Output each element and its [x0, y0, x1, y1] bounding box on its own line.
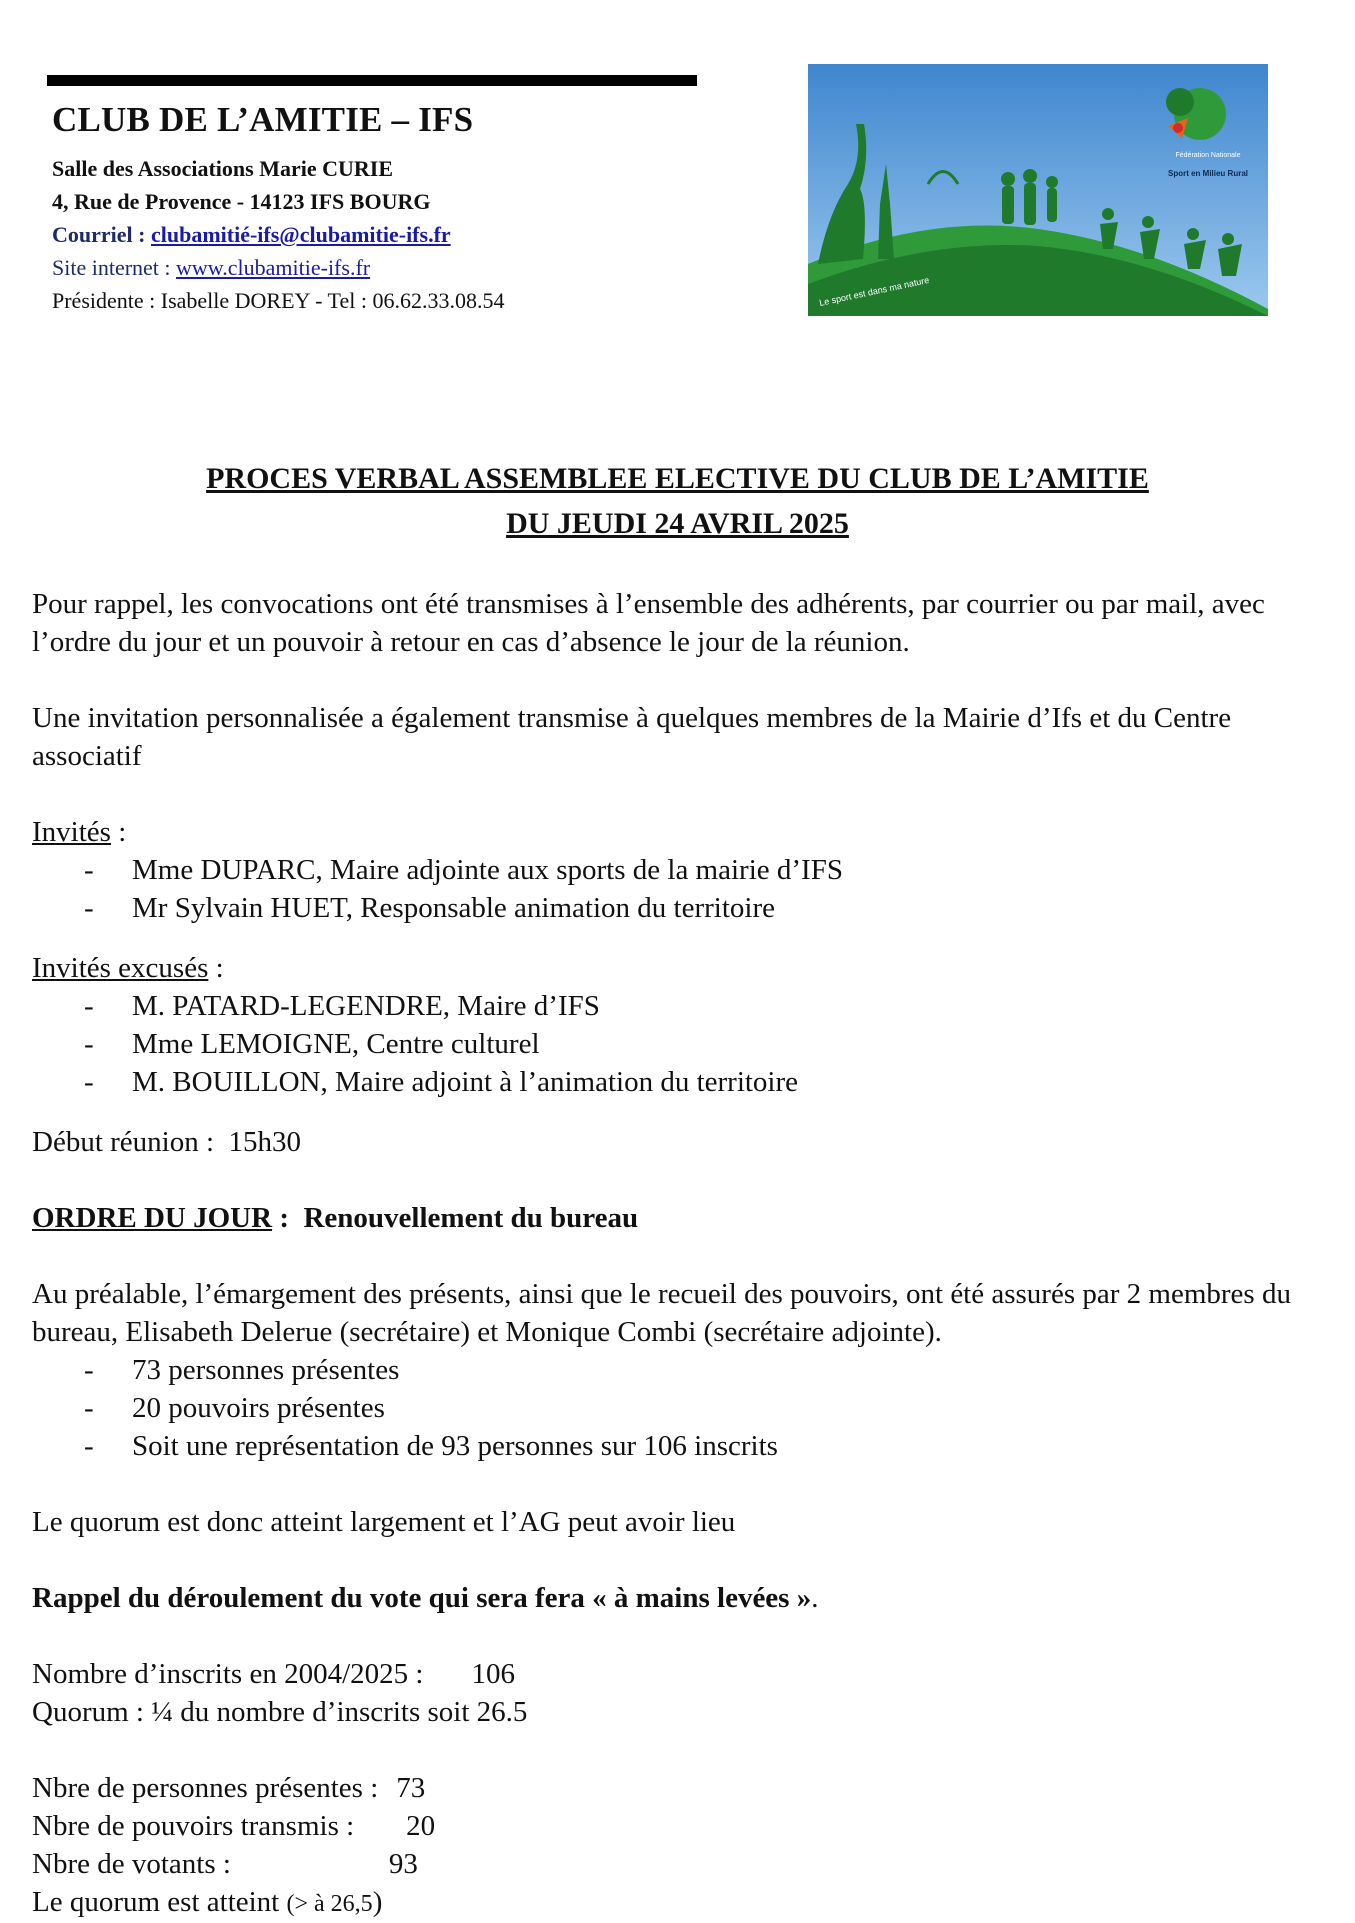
- count-text: Soit une représentation de 93 personnes sur 106 inscrits: [132, 1430, 778, 1462]
- presentes-label: Nbre de personnes présentes :: [32, 1772, 379, 1804]
- debut-reunion: Début réunion : 15h30: [32, 1126, 302, 1158]
- excuses-label: Invités excusés: [32, 952, 209, 984]
- excuse-item: - M. BOUILLON, Maire adjoint à l’animation du territoire: [84, 1066, 799, 1098]
- quorum-atteint-line: [32, 1883, 1332, 1923]
- excuses-heading: [32, 949, 1332, 987]
- presentes-line: [32, 1769, 1332, 1807]
- excuse-item: - Mme LEMOIGNE, Centre culturel: [84, 1028, 540, 1060]
- atteint-close: ): [372, 1886, 383, 1918]
- intro-paragraph-2: Une invitation personnalisée a également transmise à quelques membres de la Mairie d’Ifs et du Centre associatif: [32, 702, 1232, 772]
- odj-label: ORDRE DU JOUR: [32, 1202, 273, 1234]
- odj-separator: :: [272, 1202, 304, 1234]
- title-line-1: PROCES VERBAL ASSEMBLEE ELECTIVE DU CLUB DE L’AMITIE: [206, 462, 1149, 495]
- invite-text: Mme DUPARC, Maire adjointe aux sports de la mairie d’IFS: [132, 854, 843, 886]
- votants-line: [32, 1845, 1332, 1883]
- logo-slogan: Le sport est dans ma nature: [818, 274, 931, 308]
- pouvoirs-line: [32, 1807, 1332, 1845]
- invites-label: Invités: [32, 816, 111, 848]
- rappel-end: .: [811, 1582, 819, 1614]
- club-title: CLUB DE L’AMITIE – IFS: [52, 100, 474, 139]
- email-link[interactable]: clubamitié-ifs@clubamitie-ifs.fr: [150, 222, 451, 247]
- rappel-text: Rappel du déroulement du vote qui sera fera « à mains levées »: [32, 1582, 812, 1614]
- votants-value: 93: [388, 1848, 418, 1880]
- quorum-line: Quorum : ¼ du nombre d’inscrits soit 26.5: [32, 1696, 528, 1728]
- header-rule: [47, 75, 697, 86]
- odj-value: Renouvellement du bureau: [303, 1202, 639, 1234]
- presidente-line: Présidente : Isabelle DOREY - Tel : 06.62.33.08.54: [52, 288, 505, 313]
- excuse-text: M. BOUILLON, Maire adjoint à l’animation du territoire: [132, 1066, 799, 1098]
- email-label: Courriel :: [52, 222, 151, 247]
- website-line: [52, 251, 504, 284]
- excuses-colon: :: [208, 952, 224, 984]
- prealable-paragraph: Au préalable, l’émargement des présents, ainsi que le recueil des pouvoirs, ont été assurés par 2 membres du bureau, Elisabeth Delerue (secrétaire) et Monique Combi (secrétaire adjointe).: [32, 1278, 1291, 1348]
- invite-text: Mr Sylvain HUET, Responsable animation du territoire: [132, 892, 775, 924]
- website-label: Site internet :: [52, 255, 177, 280]
- excuse-text: Mme LEMOIGNE, Centre culturel: [132, 1028, 540, 1060]
- inscrits-line: [32, 1655, 1332, 1693]
- atteint-note: (> à 26,5: [286, 1891, 373, 1917]
- website-link[interactable]: www.clubamitie-ifs.fr: [176, 255, 371, 280]
- email-line: [52, 218, 504, 251]
- invite-item: - Mme DUPARC, Maire adjointe aux sports de la mairie d’IFS: [84, 854, 843, 886]
- fnsmr-logo-image: [808, 64, 1268, 316]
- ordre-du-jour: [32, 1199, 1332, 1237]
- invites-heading: [32, 813, 1332, 851]
- count-text: 20 pouvoirs présentes: [132, 1392, 385, 1424]
- invite-item: - Mr Sylvain HUET, Responsable animation du territoire: [84, 892, 775, 924]
- count-item: - 73 personnes présentes: [84, 1354, 400, 1386]
- count-text: 73 personnes présentes: [132, 1354, 400, 1386]
- letterhead: [52, 100, 504, 317]
- votants-label: Nbre de votants :: [32, 1848, 231, 1880]
- count-item: - 20 pouvoirs présentes: [84, 1392, 385, 1424]
- pouvoirs-value: 20: [406, 1810, 436, 1842]
- logo-org-line2: Sport en Milieu Rural: [1167, 169, 1249, 178]
- count-item: - Soit une représentation de 93 personnes sur 106 inscrits: [84, 1430, 778, 1462]
- quorum-statement: Le quorum est donc atteint largement et l’AG peut avoir lieu: [32, 1506, 736, 1538]
- salle-line: Salle des Associations Marie CURIE: [52, 156, 393, 181]
- excuse-item: - M. PATARD-LEGENDRE, Maire d’IFS: [84, 990, 600, 1022]
- inscrits-label: Nombre d’inscrits en 2004/2025 :: [32, 1658, 424, 1690]
- document-title: [0, 456, 1355, 546]
- pouvoirs-label: Nbre de pouvoirs transmis :: [32, 1810, 355, 1842]
- invites-colon: :: [110, 816, 127, 848]
- presentes-value: 73: [396, 1772, 426, 1804]
- inscrits-value: 106: [471, 1658, 515, 1690]
- intro-paragraph-1: Pour rappel, les convocations ont été transmises à l’ensemble des adhérents, par courrier ou par mail, avec l’ordre du jour et un pouvoir à retour en cas d’absence le jour de la réunion.: [32, 588, 1265, 658]
- excuse-text: M. PATARD-LEGENDRE, Maire d’IFS: [132, 990, 600, 1022]
- document-body: [32, 585, 1332, 1923]
- atteint-label: Le quorum est atteint: [32, 1886, 287, 1918]
- title-line-2: DU JEUDI 24 AVRIL 2025: [506, 507, 849, 540]
- logo-org-line1: Fédération Nationale: [1175, 152, 1241, 159]
- address-line: 4, Rue de Provence - 14123 IFS BOURG: [52, 189, 431, 214]
- rappel-vote: [32, 1579, 1332, 1617]
